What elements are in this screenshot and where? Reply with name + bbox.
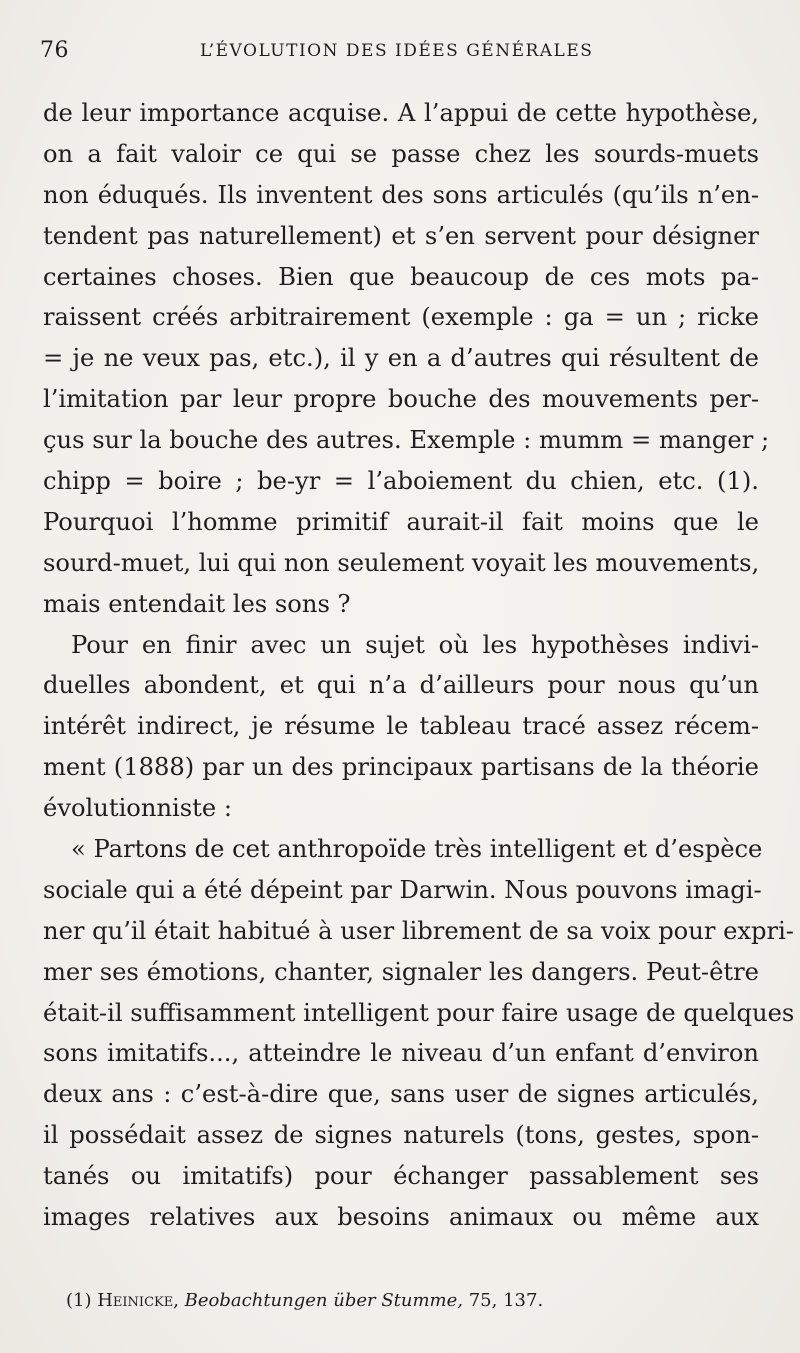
text-line: évolutionniste : (43, 794, 233, 823)
text-line: tendent pas naturellement) et s’en servent pour désigner (43, 221, 759, 250)
text-line: « Partons de cet anthropoïde très intelligent et d’espèce (71, 835, 763, 864)
text-line: Pour en finir avec un sujet où les hypothèses indivi- (71, 630, 759, 659)
text-line: il possédait assez de signes naturels (tons, gestes, spon- (43, 1121, 759, 1150)
text-line: certaines choses. Bien que beaucoup de ces mots pa- (43, 262, 759, 291)
text-line: Pourquoi l’homme primitif aurait-il fait moins que le (43, 507, 759, 536)
running-title: L’ÉVOLUTION DES IDÉES GÉNÉRALES (200, 41, 594, 61)
footnote-pages: 75, 137. (468, 1290, 544, 1311)
text-line: de leur importance acquise. A l’appui de cette hypothèse, (43, 99, 759, 127)
text-line: non éduqués. Ils inventent des sons articulés (qu’ils n’en- (43, 180, 759, 209)
text-line: ner qu’il était habitué à user librement de sa voix pour expri- (43, 916, 794, 945)
text-line: duelles abondent, et qui n’a d’ailleurs pour nous qu’un (43, 671, 759, 700)
text-line: tanés ou imitatifs) pour échanger passablement ses (43, 1162, 759, 1191)
text-line: sourd-muet, lui qui non seulement voyait les mouvements, (43, 548, 760, 577)
text-line: on a fait valoir ce qui se passe chez les sourds-muets (43, 139, 759, 168)
text-line: était-il suffisamment intelligent pour faire usage de quelques (43, 998, 795, 1027)
text-line: sons imitatifs..., atteindre le niveau d’un enfant d’environ (43, 1039, 759, 1068)
text-line: mais entendait les sons ? (43, 589, 351, 618)
page-header (40, 38, 760, 72)
footnote (66, 1290, 543, 1311)
text-line: çus sur la bouche des autres. Exemple : mumm = manger ; (43, 426, 770, 455)
text-line: ment (1888) par un des principaux partisans de la théorie (43, 753, 759, 782)
text-line: intérêt indirect, je résume le tableau tracé assez récem- (43, 712, 759, 741)
text-line: deux ans : c’est-à-dire que, sans user de signes articulés, (43, 1080, 759, 1109)
text-line: chipp = boire ; be-yr = l’aboiement du chien, etc. (1). (43, 467, 759, 496)
text-line: raissent créés arbitrairement (exemple : ga = un ; ricke (43, 303, 759, 332)
footnote-title: Beobachtungen über Stumme, (184, 1290, 463, 1311)
text-line: = je ne veux pas, etc.), il y en a d’autres qui résultent de (43, 344, 759, 373)
text-line: sociale qui a été dépeint par Darwin. Nous pouvons imagi- (43, 875, 762, 904)
text-line: images relatives aux besoins animaux ou même aux (43, 1203, 759, 1232)
footnote-marker: (1) (66, 1290, 92, 1311)
page-number: 76 (40, 38, 69, 63)
text-line: mer ses émotions, chanter, signaler les dangers. Peut-être (43, 957, 759, 986)
body-text (43, 93, 795, 1238)
footnote-author: Heinicke, (97, 1290, 179, 1311)
text-line: l’imitation par leur propre bouche des mouvements per- (43, 385, 759, 414)
